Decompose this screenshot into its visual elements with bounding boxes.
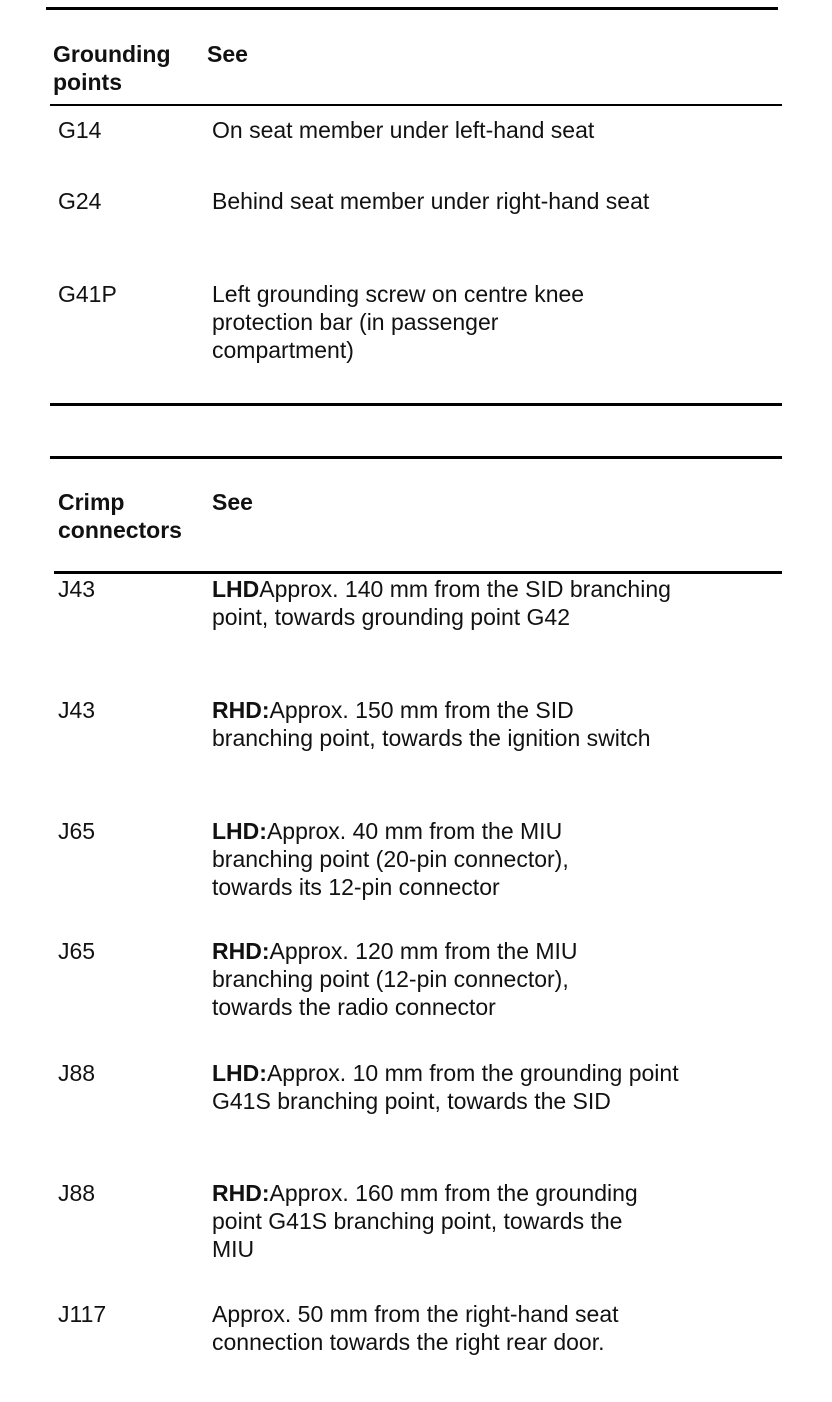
row-description: Approx. 160 mm from the grounding point G41S branching point, towards the MIU xyxy=(212,1180,638,1262)
table-row-code: J43 xyxy=(58,697,96,723)
crimp-top-rule xyxy=(50,456,782,459)
row-description: Approx. 150 mm from the SID branching point, towards the ignition switch xyxy=(212,697,651,751)
crimp-header-col2: See xyxy=(212,489,253,515)
table-row-text xyxy=(212,1059,692,1115)
table-row-code: G24 xyxy=(58,188,102,214)
crimp-header-rule xyxy=(54,571,782,574)
table-row-code: J88 xyxy=(58,1180,96,1206)
table-row-text xyxy=(212,575,692,631)
table-row-text: Left grounding screw on centre knee protection bar (in passenger compartment) xyxy=(212,281,585,363)
drive-side-label: LHD: xyxy=(212,1060,267,1086)
table-row-code: J43 xyxy=(58,576,96,602)
drive-side-label: RHD: xyxy=(212,1180,270,1206)
grounding-header-col1: Grounding points xyxy=(53,41,171,95)
table-row-code: G14 xyxy=(58,117,102,143)
drive-side-label: RHD: xyxy=(212,938,270,964)
top-rule xyxy=(46,7,778,10)
grounding-header-col2: See xyxy=(207,41,248,67)
table-row-code: J88 xyxy=(58,1060,96,1086)
table-row-text xyxy=(212,937,652,1021)
crimp-header-col1: Crimp connectors xyxy=(58,489,182,543)
table-row-text: On seat member under left-hand seat xyxy=(212,117,595,143)
row-description: Approx. 140 mm from the SID branching point, towards grounding point G42 xyxy=(212,576,671,630)
table-row-text: Behind seat member under right-hand seat xyxy=(212,188,650,214)
row-description: Approx. 120 mm from the MIU branching point (12-pin connector), towards the radio connector xyxy=(212,938,578,1020)
table-row-code: J65 xyxy=(58,938,96,964)
table-row-code: J117 xyxy=(58,1301,107,1327)
table-row-text xyxy=(212,817,652,901)
table-row-code: G41P xyxy=(58,281,117,307)
table-row-text xyxy=(212,1300,692,1356)
row-description: Approx. 10 mm from the grounding point G41S branching point, towards the SID xyxy=(212,1060,679,1114)
drive-side-label: LHD: xyxy=(212,818,267,844)
grounding-header-rule xyxy=(50,104,782,106)
table-row-text xyxy=(212,1179,662,1263)
table-row-code: J65 xyxy=(58,818,96,844)
table-row-text xyxy=(212,696,652,752)
drive-side-label: RHD: xyxy=(212,697,270,723)
grounding-bottom-rule xyxy=(50,403,782,406)
row-description: Approx. 50 mm from the right-hand seat connection towards the right rear door. xyxy=(212,1301,619,1355)
row-description: Approx. 40 mm from the MIU branching point (20-pin connector), towards its 12-pin connector xyxy=(212,818,569,900)
drive-side-label: LHD xyxy=(212,576,260,602)
